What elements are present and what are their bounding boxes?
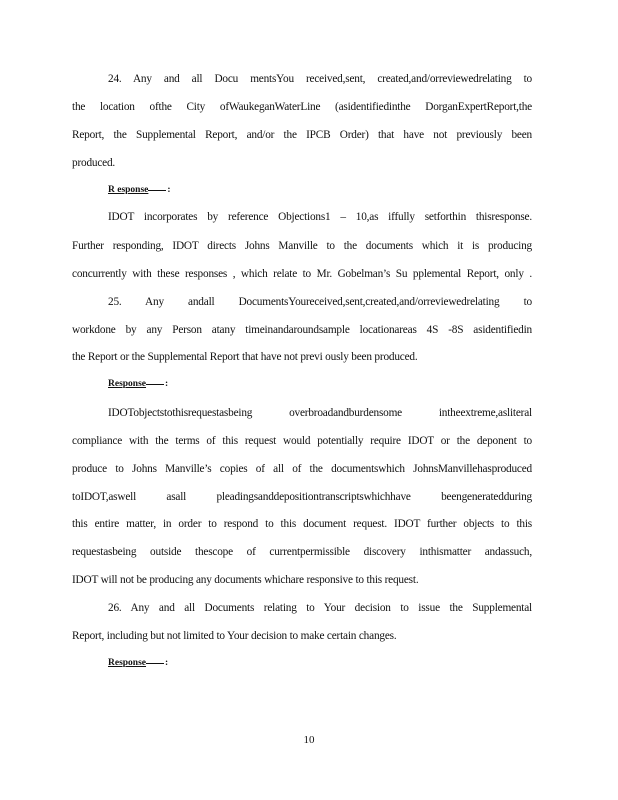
response-25-line-7: IDOT will not be producing any documents whichare responsive to this request. (72, 574, 419, 586)
response-25-line-6: requestasbeing outside thescope of currentpermissible discovery inthismatter andassuch, (72, 546, 532, 558)
item-26-line-2: Report, including but not limited to Your decision to make certain changes. (72, 630, 397, 642)
response-25-line-4: toIDOT,aswell asall pleadingsanddepositiontranscriptswhichhave beengeneratedduring (72, 491, 532, 503)
response-24-line-1: IDOT incorporates by reference Objections1 – 10,as iffully setforthin thisresponse. (108, 211, 532, 223)
page-number: 10 (303, 734, 315, 746)
response-heading-24: R esponse : (108, 185, 171, 195)
response-25-line-1: IDOTobjectstothisrequestasbeing overbroadandburdensome intheextreme,asliteral (108, 407, 532, 419)
item-25-line-1: 25. Any andall DocumentsYoureceived,sent,created,and/orreviewedrelating to (108, 296, 532, 308)
item-24-line-3: Report, the Supplemental Report, and/or the IPCB Order) that have not previously been (72, 129, 532, 141)
underline-fill (146, 663, 164, 664)
item-25-line-3: the Report or the Supplemental Report that have not previ ously been produced. (72, 351, 418, 363)
response-25-line-3: produce to Johns Manville’s copies of all of the documentswhich JohnsManvillehasproduced (72, 463, 532, 475)
underline-fill (146, 384, 164, 385)
response-label: Response (108, 658, 147, 668)
response-label: Response (108, 379, 147, 389)
response-25-line-5: this entire matter, in order to respond to this document request. IDOT further objects to this (72, 518, 532, 530)
item-26-line-1: 26. Any and all Documents relating to Your decision to issue the Supplemental (108, 602, 532, 614)
item-24-line-1: 24. Any and all Docu mentsYou received,sent, created,and/orreviewedrelating to (108, 73, 532, 85)
response-25-line-2: compliance with the terms of this request would potentially require IDOT or the deponent to (72, 435, 532, 447)
item-24-line-4: produced. (72, 157, 116, 169)
underline-fill (148, 190, 166, 191)
response-label: R esponse (108, 185, 149, 195)
response-24-line-3: concurrently with these responses , which relate to Mr. Gobelman’s Su pplemental Report, only . (72, 268, 532, 280)
item-24-line-2: the location ofthe City ofWaukeganWaterLine (asidentifiedinthe DorganExpertReport,the (72, 101, 532, 113)
response-24-line-2: Further responding, IDOT directs Johns Manville to the documents which it is producing (72, 240, 532, 252)
response-heading-25: Response : (108, 379, 169, 389)
item-25-line-2: workdone by any Person atany timeinandaroundsample locationareas 4S -8S asidentifiedin (72, 324, 532, 336)
response-heading-26: Response : (108, 658, 169, 668)
